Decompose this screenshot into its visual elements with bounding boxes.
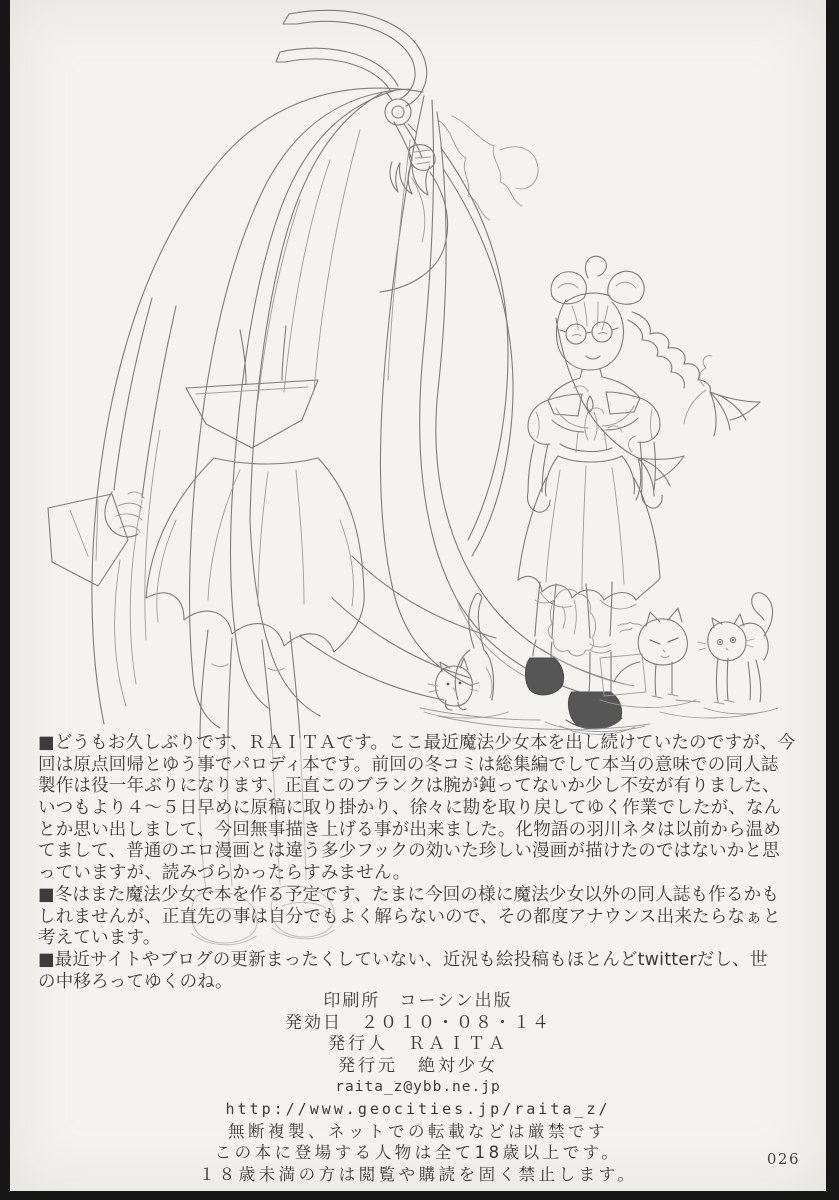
fluffy-tail-behind-leg xyxy=(548,589,595,656)
ground-shadows xyxy=(420,700,826,734)
afterword-line: しれませんが、正直先の事は自分でもよく解らないので、その都度アナウンス出来たらなぁと xyxy=(38,906,781,927)
weapon-scythe xyxy=(276,10,538,292)
afterword-line: 考えています。 xyxy=(38,928,161,949)
colophon-website-url: http://www.geocities.jp/raita_z/ xyxy=(225,1099,611,1118)
afterword-line: ■最近サイトやブログの更新まったくしていない、近況も絵投稿もほとんどtwitterだし、世 xyxy=(38,949,768,970)
cat-fluffy xyxy=(600,608,687,698)
colophon-publisher-person: 発行人 ＲＡＩＴＡ xyxy=(328,1034,508,1055)
afterword-line: っていますが、読みづらかったらすみません。 xyxy=(38,863,411,884)
paper-page xyxy=(10,0,826,1191)
colophon xyxy=(10,991,826,1185)
colophon-printer: 印刷所 コーシン出版 xyxy=(323,991,513,1011)
cat-arched-tail xyxy=(698,593,773,704)
afterword-line: ■どうもお久しぶりです、ＲＡＩＴＡです。ここ最近魔法少女本を出し続けていたのですが、今 xyxy=(38,733,796,753)
colophon-publisher-circle: 発行元 絶対少女 xyxy=(338,1055,498,1076)
colophon-age-restriction: １８歳未満の方は閲覧や購読を固く禁止します。 xyxy=(198,1164,638,1184)
afterword-line: 回は原点回帰とゆう事でパロディ本です。前回の冬コミは総集編でして本当の意味での同人誌 xyxy=(38,754,779,775)
afterword-line: いつもより４〜５日早めに原稿に取り掛かり、徐々に勘を取り戻してゆく作業でしたが、なん xyxy=(38,798,782,819)
colophon-publish-date: 発効日 ２０１０・０８・１４ xyxy=(285,1012,551,1033)
colophon-copyright-notice: 無断複製、ネットでの転載などは厳禁です xyxy=(228,1121,608,1141)
afterword-line: てまして、普通のエロ漫画とは違う多少フックの効いた珍しい漫画が描けたのではないかと思 xyxy=(38,841,780,862)
afterword-line: 製作は役一年ぶりになります、正直このブランクは腕が鈍ってないか少し不安が有りました、 xyxy=(38,776,780,797)
afterword-line: ■冬はまた魔法少女で本を作る予定です、たまに今回の様に魔法少女以外の同人誌も作るかも xyxy=(38,884,780,905)
glasses-girl xyxy=(518,256,760,729)
afterword-text xyxy=(38,733,820,993)
page-number: 026 xyxy=(766,1150,800,1168)
afterword-line: とか思い出しまして、今回無事描き上げる事が出来ました。化物語の羽川ネタは以前から温め xyxy=(38,819,782,840)
cat-tail-up xyxy=(428,594,494,711)
colophon-age-statement: この本に登場する人物は全て18歳以上です。 xyxy=(214,1143,622,1163)
colophon-email: raita_z@ybb.ne.jp xyxy=(335,1079,501,1096)
afterword-line: の中移ろってゆくのね。 xyxy=(38,971,233,992)
